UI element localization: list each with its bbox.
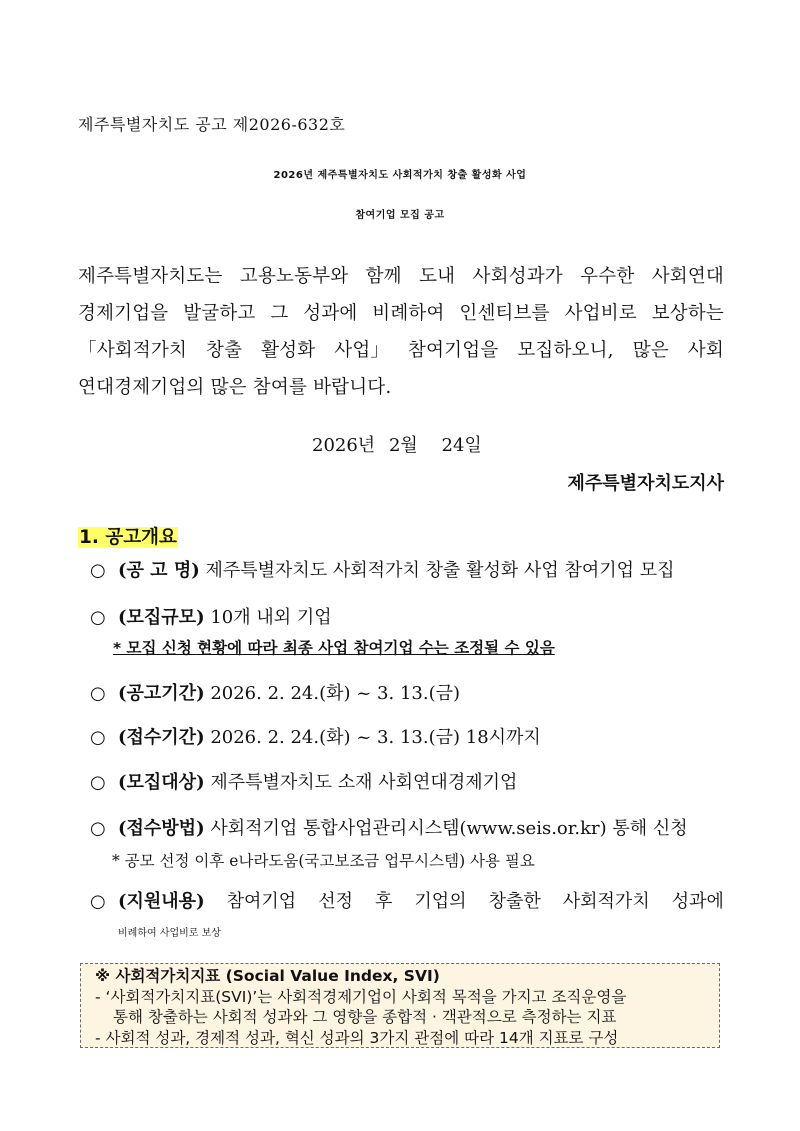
intro-word: 제주특별자치도는 bbox=[78, 266, 223, 287]
intro-word: 함께 bbox=[365, 266, 402, 287]
intro-line-1 bbox=[78, 262, 724, 299]
item-label: (지원내용) bbox=[118, 891, 205, 912]
intro-word: 사업비로 bbox=[564, 303, 637, 324]
intro-line-3 bbox=[78, 336, 724, 373]
overview-item-notice-period bbox=[90, 679, 724, 705]
intro-paragraph bbox=[78, 262, 724, 410]
intro-word: 「사회적가치 bbox=[78, 340, 188, 361]
intro-word: 많은 bbox=[632, 340, 669, 361]
bullet-icon: ○ bbox=[90, 560, 106, 581]
support-continuation: 비례하여 사업비로 보상 bbox=[118, 928, 221, 939]
item-label: (공 고 명) bbox=[118, 560, 200, 581]
document-title-line-1: 2026년 제주특별자치도 사회적가치 창출 활성화 사업 bbox=[273, 170, 527, 181]
item-text: 제주특별자치도 사회적가치 창출 활성화 사업 참여기업 모집 bbox=[205, 560, 675, 581]
intro-text: 연대경제기업의 많은 참여를 바랍니다. bbox=[78, 377, 392, 398]
svi-description-line-1: - ‘사회적가치지표(SVI)’는 사회적경제기업이 사회적 목적을 가지고 조직운영을 bbox=[95, 988, 627, 1006]
intro-word: 그 bbox=[270, 303, 289, 324]
svi-info-box bbox=[80, 963, 720, 1048]
overview-item-name bbox=[90, 556, 724, 582]
intro-word: 경제기업을 bbox=[78, 303, 169, 324]
document-title-line-2: 참여기업 모집 공고 bbox=[355, 210, 445, 221]
item-text: 10개 내외 기업 bbox=[210, 607, 332, 628]
item-word: 창출한 bbox=[488, 891, 541, 912]
intro-word: 발굴하고 bbox=[183, 303, 256, 324]
date-year: 2026년 bbox=[312, 435, 376, 456]
intro-word: 도내 bbox=[419, 266, 456, 287]
intro-word: 활성화 bbox=[261, 340, 316, 361]
bullet-icon: ○ bbox=[90, 891, 106, 912]
date-day: 24일 bbox=[441, 435, 482, 456]
intro-word: 비례하여 bbox=[372, 303, 445, 324]
overview-item-application-period bbox=[90, 723, 724, 749]
svi-description-line-2: 통해 창출하는 사회적 성과와 그 영향을 종합적 · 객관적으로 측정하는 지표 bbox=[113, 1008, 617, 1026]
intro-line-4 bbox=[78, 373, 724, 410]
overview-item-support bbox=[90, 887, 724, 913]
item-word: 참여기업 bbox=[226, 891, 297, 912]
scale-note: * 모집 신청 현황에 따라 최종 사업 참여기업 수는 조정될 수 있음 bbox=[113, 639, 555, 657]
intro-word: 사회성과가 bbox=[472, 266, 563, 287]
item-label: (공고기간) bbox=[118, 683, 205, 704]
bullet-icon: ○ bbox=[90, 772, 106, 793]
item-word: 기업의 bbox=[414, 891, 467, 912]
item-label: (접수기간) bbox=[118, 727, 205, 748]
item-text: 사회적기업 통합사업관리시스템(www.seis.or.kr) 통해 신청 bbox=[210, 818, 688, 839]
announcement-date bbox=[312, 431, 490, 457]
bullet-icon: ○ bbox=[90, 727, 106, 748]
svi-description-line-3: - 사회적 성과, 경제적 성과, 혁신 성과의 3가지 관점에 따라 14개 지표로 구성 bbox=[95, 1029, 619, 1047]
overview-item-scale bbox=[90, 603, 724, 629]
section-title bbox=[78, 523, 178, 549]
intro-word: 사회 bbox=[687, 340, 724, 361]
notice-number: 제주특별자치도 공고 제2026-632호 bbox=[78, 115, 346, 134]
section-title-text: 1. 공고개요 bbox=[79, 527, 177, 548]
item-word: 선정 bbox=[318, 891, 353, 912]
overview-item-target bbox=[90, 768, 724, 794]
intro-line-2 bbox=[78, 299, 724, 336]
intro-word: 고용노동부와 bbox=[239, 266, 349, 287]
intro-word: 사업」 bbox=[334, 340, 390, 361]
item-word: 사회적가치 bbox=[562, 891, 650, 912]
intro-word: 성과에 bbox=[303, 303, 358, 324]
issuing-organization: 제주특별자치도지사 bbox=[567, 473, 724, 494]
intro-word: 참여기업을 bbox=[408, 340, 499, 361]
svi-title: ※ 사회적가치지표 (Social Value Index, SVI) bbox=[95, 967, 440, 985]
intro-word: 모집하오니, bbox=[517, 340, 614, 361]
intro-word: 사회연대 bbox=[651, 266, 724, 287]
intro-word: 창출 bbox=[206, 340, 243, 361]
item-label: (접수방법) bbox=[118, 818, 205, 839]
overview-item-method bbox=[90, 814, 724, 840]
item-word: 후 bbox=[374, 891, 393, 912]
item-text: 2026. 2. 24.(화) ~ 3. 13.(금) 18시까지 bbox=[210, 727, 541, 748]
item-word: 성과에 bbox=[671, 891, 724, 912]
bullet-icon: ○ bbox=[90, 683, 106, 704]
item-text: 2026. 2. 24.(화) ~ 3. 13.(금) bbox=[210, 683, 461, 704]
bullet-icon: ○ bbox=[90, 818, 106, 839]
intro-word: 인센티브를 bbox=[459, 303, 550, 324]
date-month: 2월 bbox=[388, 435, 418, 456]
item-text: 제주특별자치도 소재 사회연대경제기업 bbox=[210, 772, 518, 793]
intro-word: 보상하는 bbox=[651, 303, 724, 324]
item-label: (모집대상) bbox=[118, 772, 205, 793]
item-label: (모집규모) bbox=[118, 607, 205, 628]
method-note: * 공모 선정 이후 e나라도움(국고보조금 업무시스템) 사용 필요 bbox=[112, 852, 535, 870]
bullet-icon: ○ bbox=[90, 607, 106, 628]
intro-word: 우수한 bbox=[580, 266, 635, 287]
